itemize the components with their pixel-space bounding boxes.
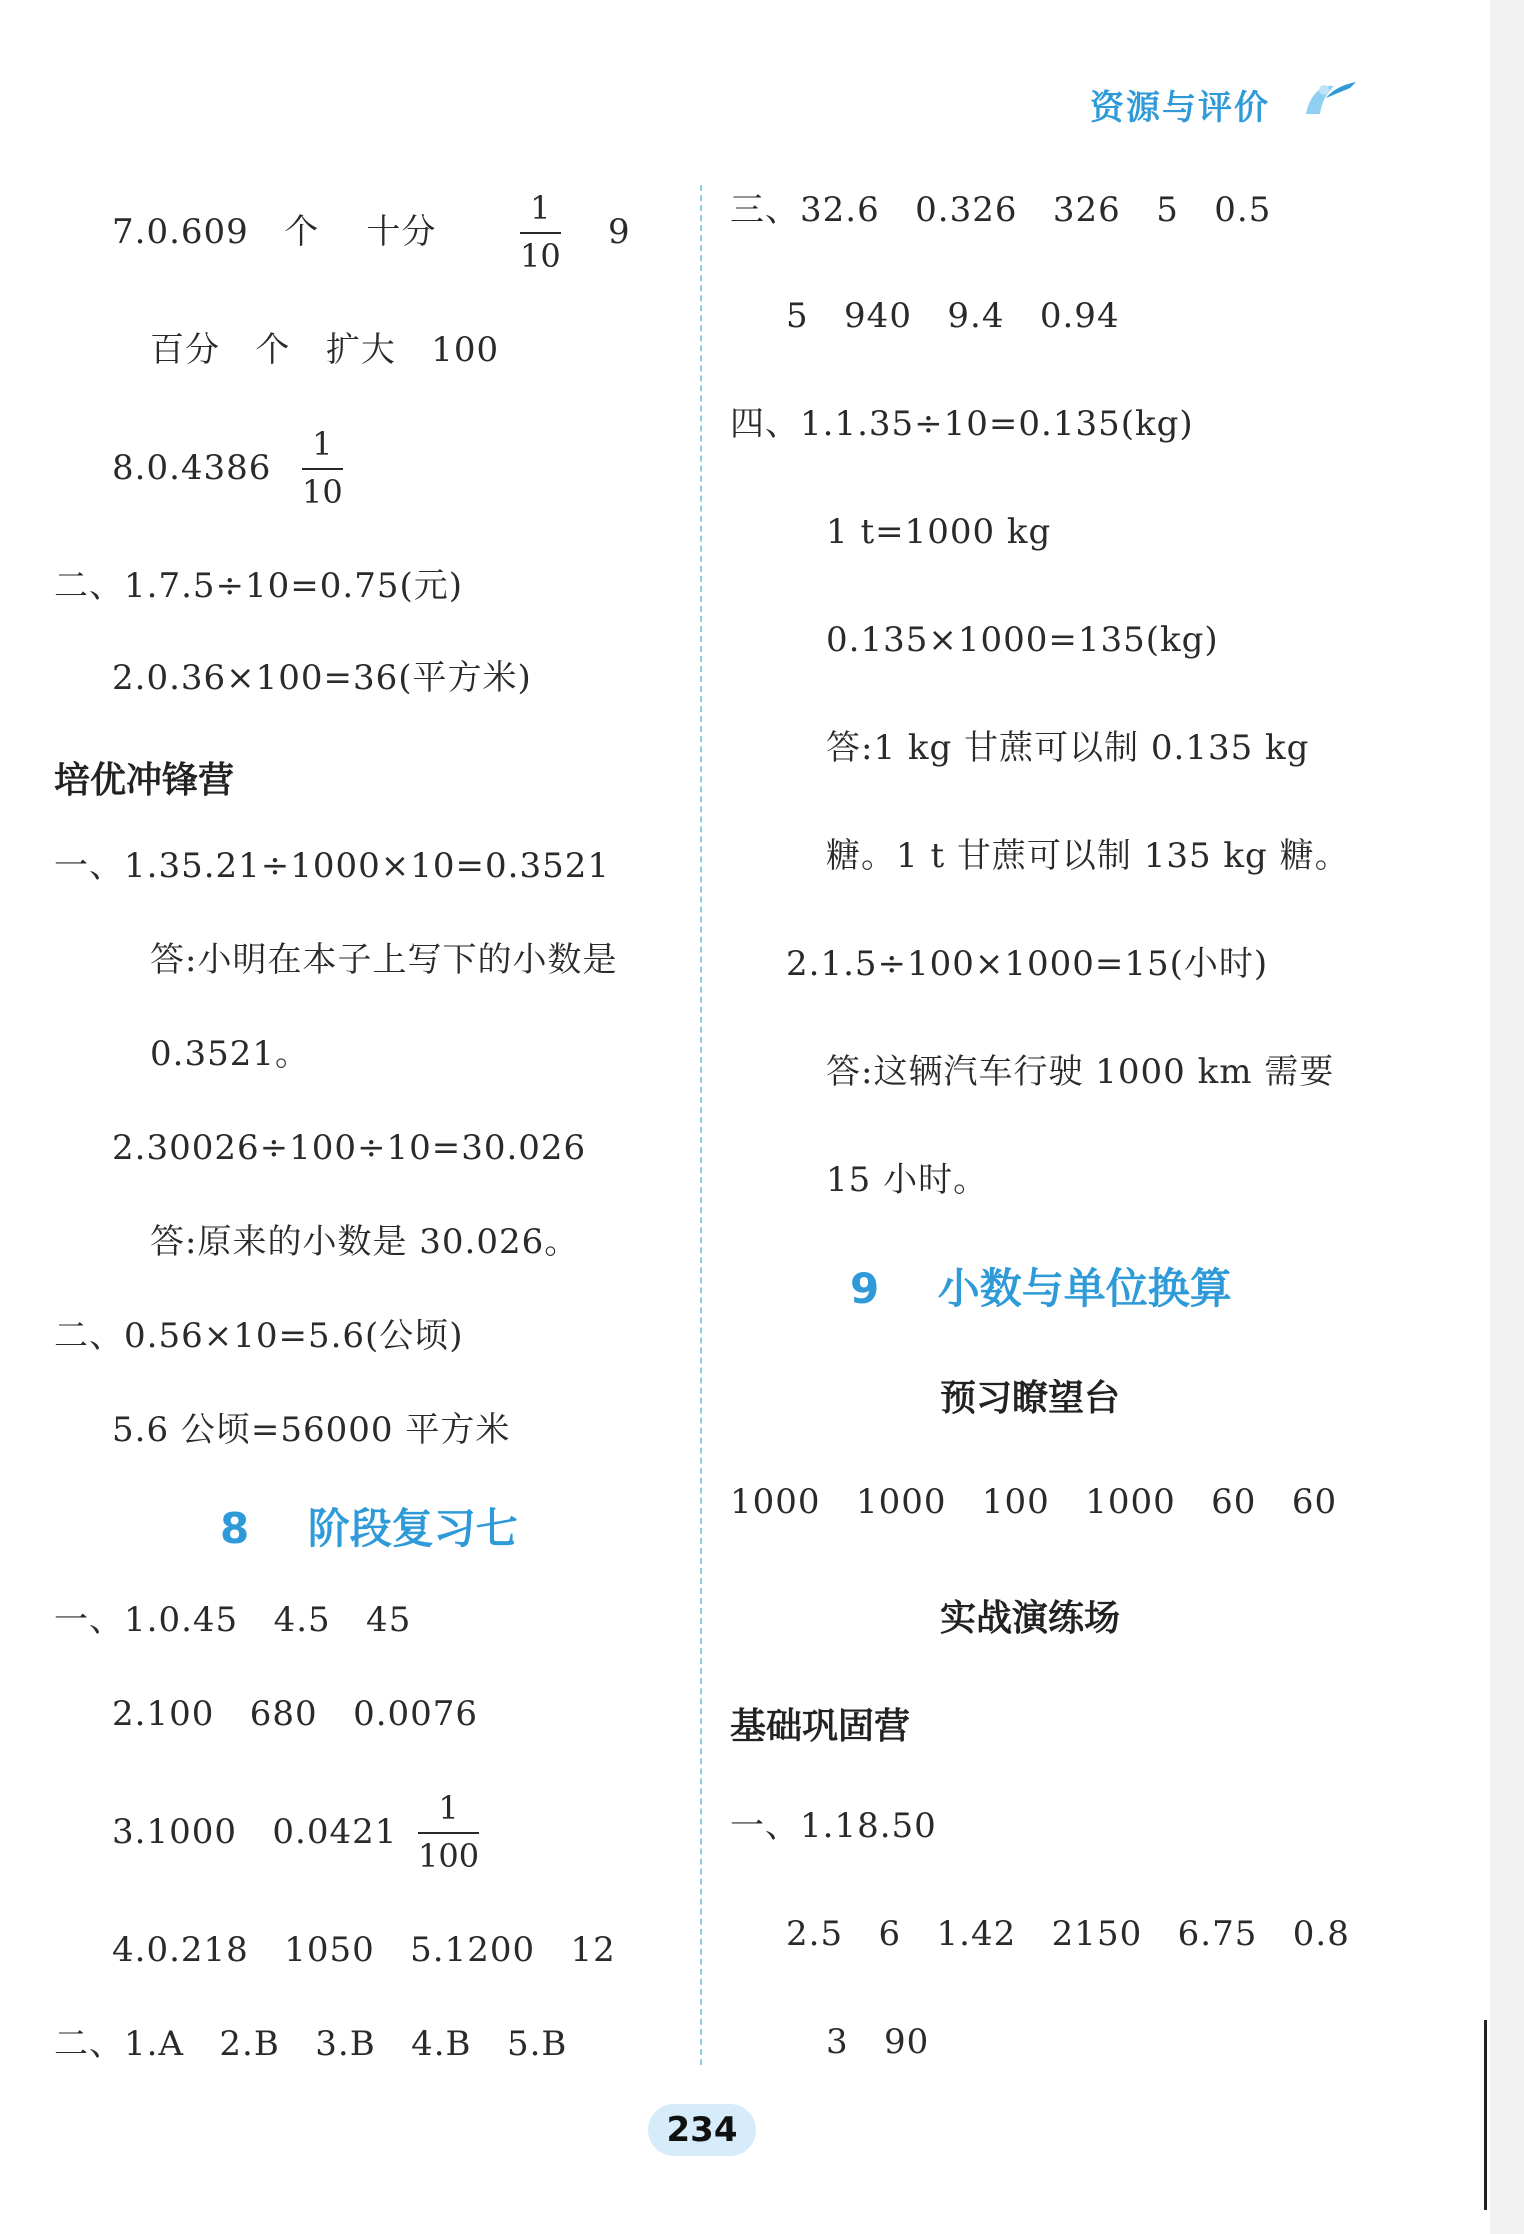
py-1-answer-b: 0.3521。 (150, 1034, 310, 1074)
s8-1: 一、1.0.45 4.5 45 (54, 1600, 412, 1640)
fraction-denominator: 10 (520, 237, 561, 275)
fraction-bar (418, 1832, 479, 1834)
si-5: 糖。1 t 甘蔗可以制 135 kg 糖。 (826, 836, 1350, 876)
py-2: 2.30026÷100÷10=30.026 (112, 1128, 587, 1168)
fraction-denominator: 100 (418, 1837, 480, 1875)
section-8-title: 8 阶段复习七 (220, 1504, 518, 1553)
practice-heading: 实战演练场 (940, 1598, 1121, 1639)
peiyou-heading: 培优冲锋营 (54, 760, 235, 801)
fraction-numerator: 1 (438, 1789, 459, 1827)
san-2: 5 940 9.4 0.94 (786, 296, 1120, 336)
q7-line2: 百分 个 扩大 100 (150, 330, 500, 370)
q7-nine: 9 (608, 212, 631, 252)
s8-er: 二、1.A 2.B 3.B 4.B 5.B (54, 2024, 568, 2064)
page-number: 234 (648, 2104, 756, 2156)
q8-line: 8.0.4386 (112, 448, 272, 488)
si-2: 1 t=1000 kg (826, 512, 1052, 552)
fraction-numerator: 1 (530, 189, 551, 227)
py-1-answer-a: 答:小明在本子上写下的小数是 (150, 940, 618, 980)
jc-1: 一、1.18.50 (730, 1806, 937, 1846)
py-2-answer: 答:原来的小数是 30.026。 (150, 1222, 580, 1262)
si-3: 0.135×1000=135(kg) (826, 620, 1219, 660)
s8-3: 3.1000 0.0421 (112, 1812, 398, 1852)
q7-line1: 7.0.609 个 十分 (112, 212, 437, 252)
section-9-title: 9 小数与单位换算 (850, 1264, 1232, 1313)
py-1: 一、1.35.21÷1000×10=0.3521 (54, 846, 610, 886)
si-4: 答:1 kg 甘蔗可以制 0.135 kg (826, 728, 1310, 768)
fraction-numerator: 1 (312, 425, 333, 463)
preview-heading: 预习瞭望台 (940, 1378, 1121, 1419)
q8-fraction (302, 426, 343, 510)
si-7: 答:这辆汽车行驶 1000 km 需要 (826, 1052, 1335, 1092)
brand-title: 资源与评价 (1090, 88, 1270, 128)
py-er-2: 5.6 公顷=56000 平方米 (112, 1410, 511, 1450)
q7-fraction (520, 190, 561, 274)
preview-answers: 1000 1000 100 1000 60 60 (730, 1482, 1338, 1522)
er-1: 二、1.7.5÷10=0.75(元) (54, 566, 463, 606)
san-1: 三、32.6 0.326 326 5 0.5 (730, 190, 1272, 230)
py-er-1: 二、0.56×10=5.6(公顷) (54, 1316, 464, 1356)
brand-logo-icon (1300, 74, 1360, 124)
s8-2: 2.100 680 0.0076 (112, 1694, 479, 1734)
page-edge-mark (1484, 2020, 1487, 2210)
si-6: 2.1.5÷100×1000=15(小时) (786, 944, 1269, 984)
jc-3: 3 90 (826, 2022, 930, 2062)
si-1: 四、1.1.35÷10=0.135(kg) (730, 404, 1194, 444)
s8-4: 4.0.218 1050 5.1200 12 (112, 1930, 616, 1970)
column-divider (700, 185, 702, 2065)
s8-3-fraction (418, 1790, 479, 1874)
er-2: 2.0.36×100=36(平方米) (112, 658, 532, 698)
fraction-bar (520, 232, 561, 234)
fraction-denominator: 10 (302, 473, 343, 511)
si-8: 15 小时。 (826, 1160, 989, 1200)
fraction-bar (302, 468, 343, 470)
jc-2: 2.5 6 1.42 2150 6.75 0.8 (786, 1914, 1350, 1954)
jichu-heading: 基础巩固营 (730, 1706, 911, 1747)
